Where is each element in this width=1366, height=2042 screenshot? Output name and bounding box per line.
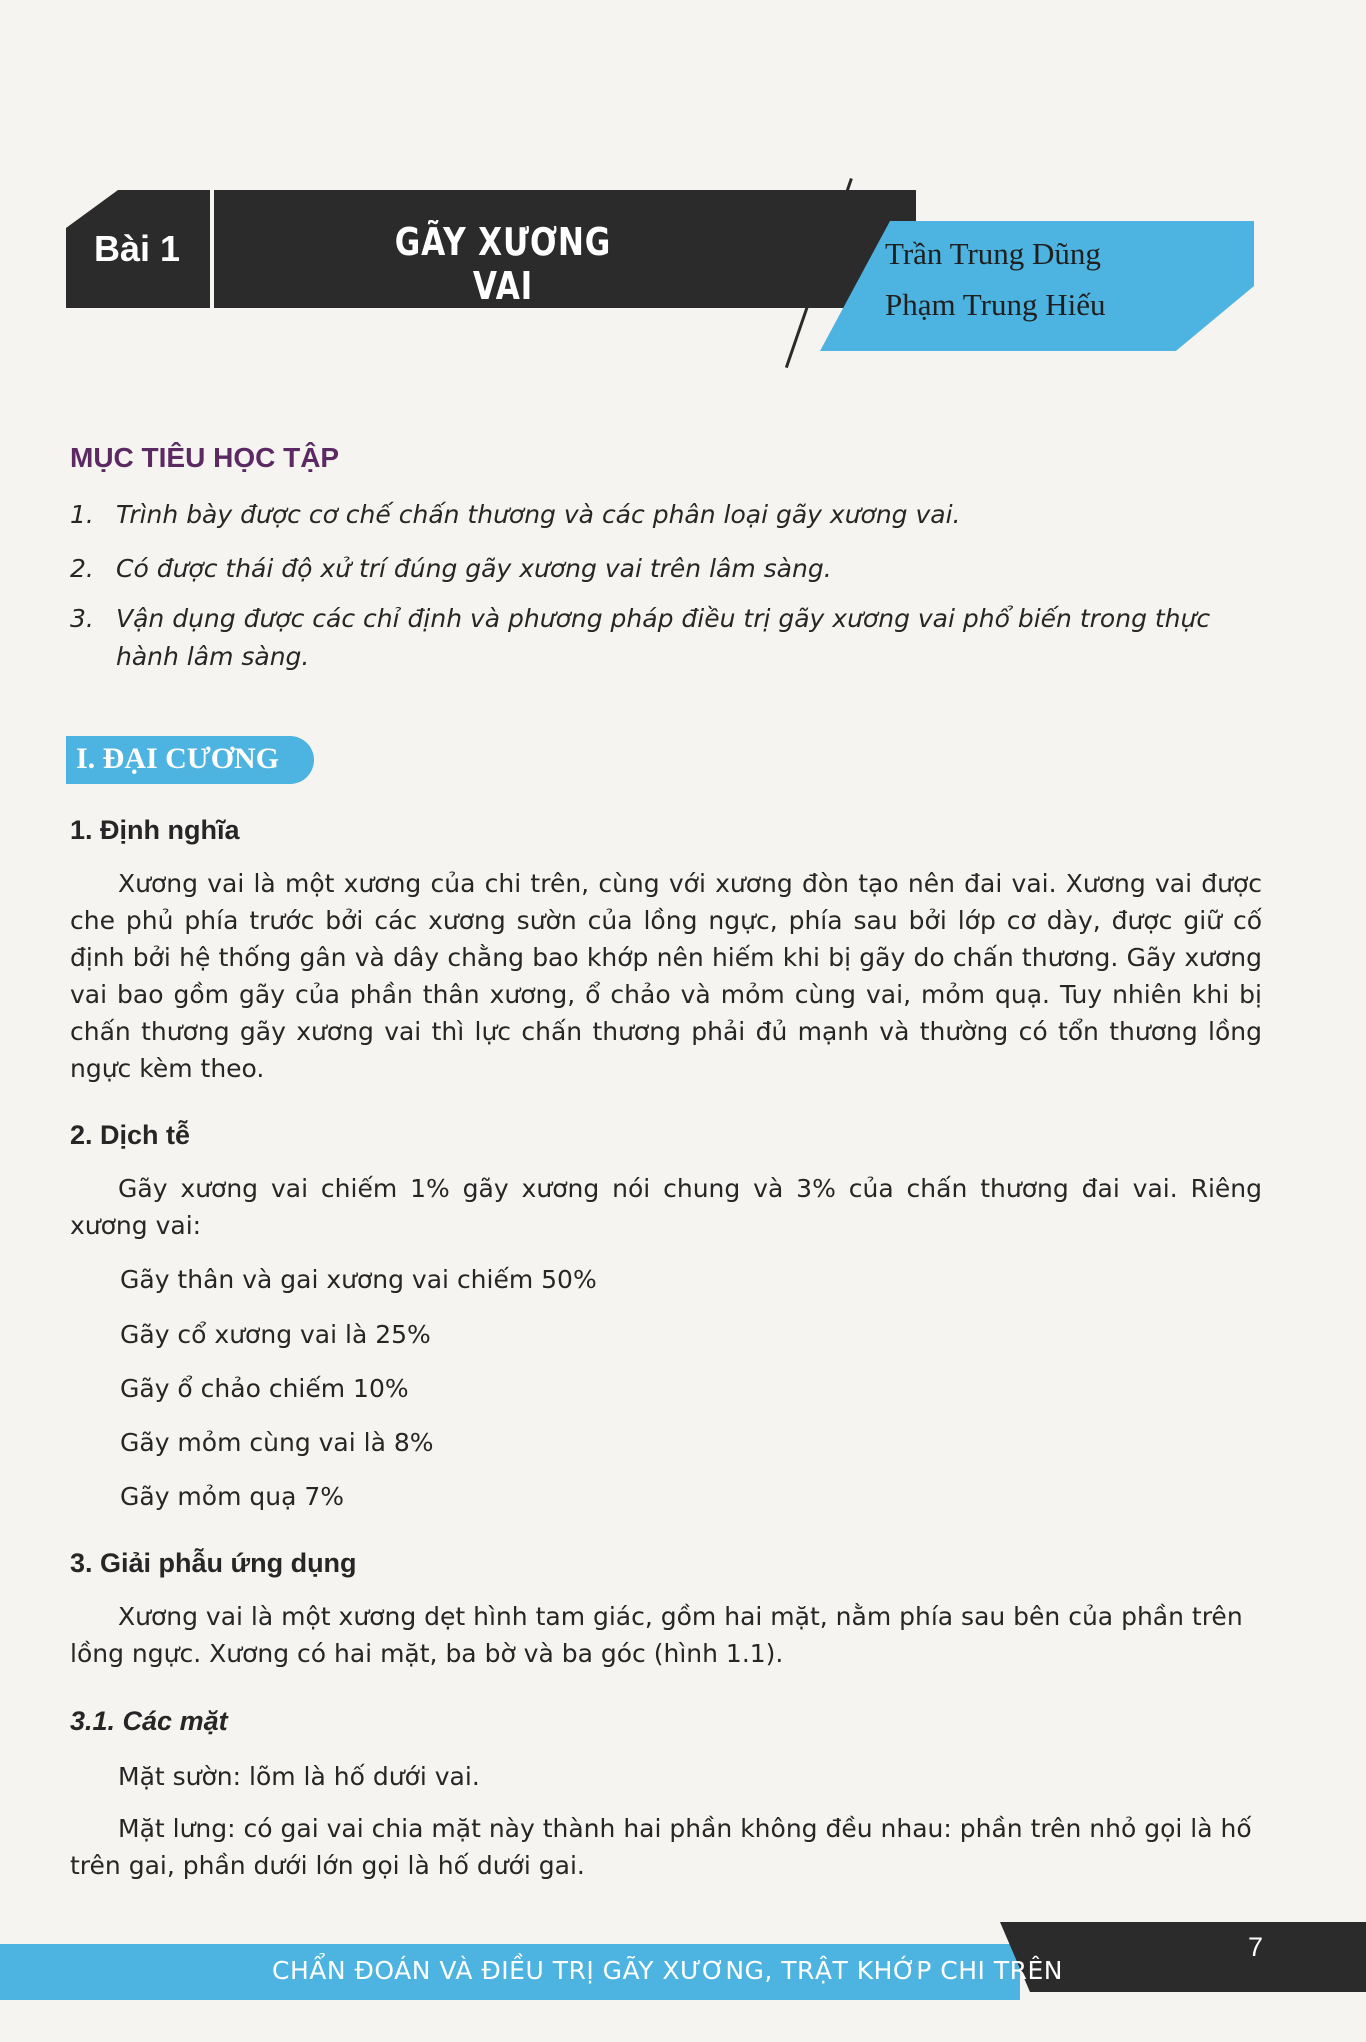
objective-number: 1. <box>70 500 94 529</box>
stat-item: Gãy mỏm quạ 7% <box>120 1482 345 1511</box>
section-title-badge <box>66 736 314 784</box>
epidemiology-intro: Gãy xương vai chiếm 1% gãy xương nói chung và 3% của chấn thương đai vai. Riêng xương vai: <box>70 1174 1262 1240</box>
objectives-heading: MỤC TIÊU HỌC TẬP <box>70 442 340 473</box>
page-number: 7 <box>1248 1932 1264 1962</box>
costal-surface-text: Mặt sườn: lõm là hố dưới vai. <box>118 1762 480 1791</box>
objective-text: Vận dụng được các chỉ định và phương pháp điều trị gãy xương vai phổ biến trong thực hành lâm sàng. <box>116 604 1211 671</box>
objective-item <box>70 496 1262 534</box>
author-1: Trần Trung Dũng <box>885 236 1101 271</box>
lesson-label: Bài 1 <box>94 228 181 269</box>
lesson-title: GÃY XƯƠNG VAI <box>394 220 612 308</box>
epidemiology-heading: 2. Dịch tễ <box>70 1120 191 1150</box>
definition-heading: 1. Định nghĩa <box>70 815 240 845</box>
surfaces-heading: 3.1. Các mặt <box>70 1706 228 1736</box>
objective-text: Trình bày được cơ chế chấn thương và các phân loại gãy xương vai. <box>116 500 961 529</box>
objective-item <box>70 550 1262 588</box>
stat-item: Gãy thân và gai xương vai chiếm 50% <box>120 1265 597 1294</box>
anatomy-paragraph: Xương vai là một xương dẹt hình tam giác, gồm hai mặt, nằm phía sau bên của phần trên lồng ngực. Xương có hai mặt, ba bờ và ba góc (hình 1.1). <box>70 1602 1243 1668</box>
stat-item: Gãy cổ xương vai là 25% <box>120 1320 431 1349</box>
anatomy-heading: 3. Giải phẫu ứng dụng <box>70 1548 357 1578</box>
stat-item: Gãy mỏm cùng vai là 8% <box>120 1428 434 1457</box>
objective-item <box>70 600 1262 676</box>
objective-number: 2. <box>70 554 94 583</box>
definition-paragraph: Xương vai là một xương của chi trên, cùng với xương đòn tạo nên đai vai. Xương vai được che phủ phía trước bởi các xương sườn của lồng ngực, phía sau bởi lớp cơ dày, được giữ cố định bởi hệ thống gân và dây chằng bao khớp nên hiếm khi bị gãy do chấn thương. Gãy xương vai bao gồm gãy của phần thân xương, ổ chảo và mỏm cùng vai, mỏm quạ. Tuy nhiên khi bị chấn thương gãy xương vai thì lực chấn thương phải đủ mạnh và thường có tổn thương lồng ngực kèm theo. <box>70 869 1262 1083</box>
objective-text: Có được thái độ xử trí đúng gãy xương vai trên lâm sàng. <box>116 554 832 583</box>
book-title: CHẨN ĐOÁN VÀ ĐIỀU TRỊ GÃY XƯƠNG, TRẬT KHỚP CHI TRÊN <box>272 1956 1064 1985</box>
section-title: I. ĐẠI CƯƠNG <box>76 742 280 775</box>
header-divider <box>210 190 214 308</box>
dorsal-surface-text: Mặt lưng: có gai vai chia mặt này thành hai phần không đều nhau: phần trên nhỏ gọi là hố trên gai, phần dưới lớn gọi là hố dưới gai. <box>70 1814 1252 1880</box>
objective-number: 3. <box>70 604 94 633</box>
stat-item: Gãy ổ chảo chiếm 10% <box>120 1374 409 1403</box>
author-2: Phạm Trung Hiếu <box>885 287 1106 322</box>
